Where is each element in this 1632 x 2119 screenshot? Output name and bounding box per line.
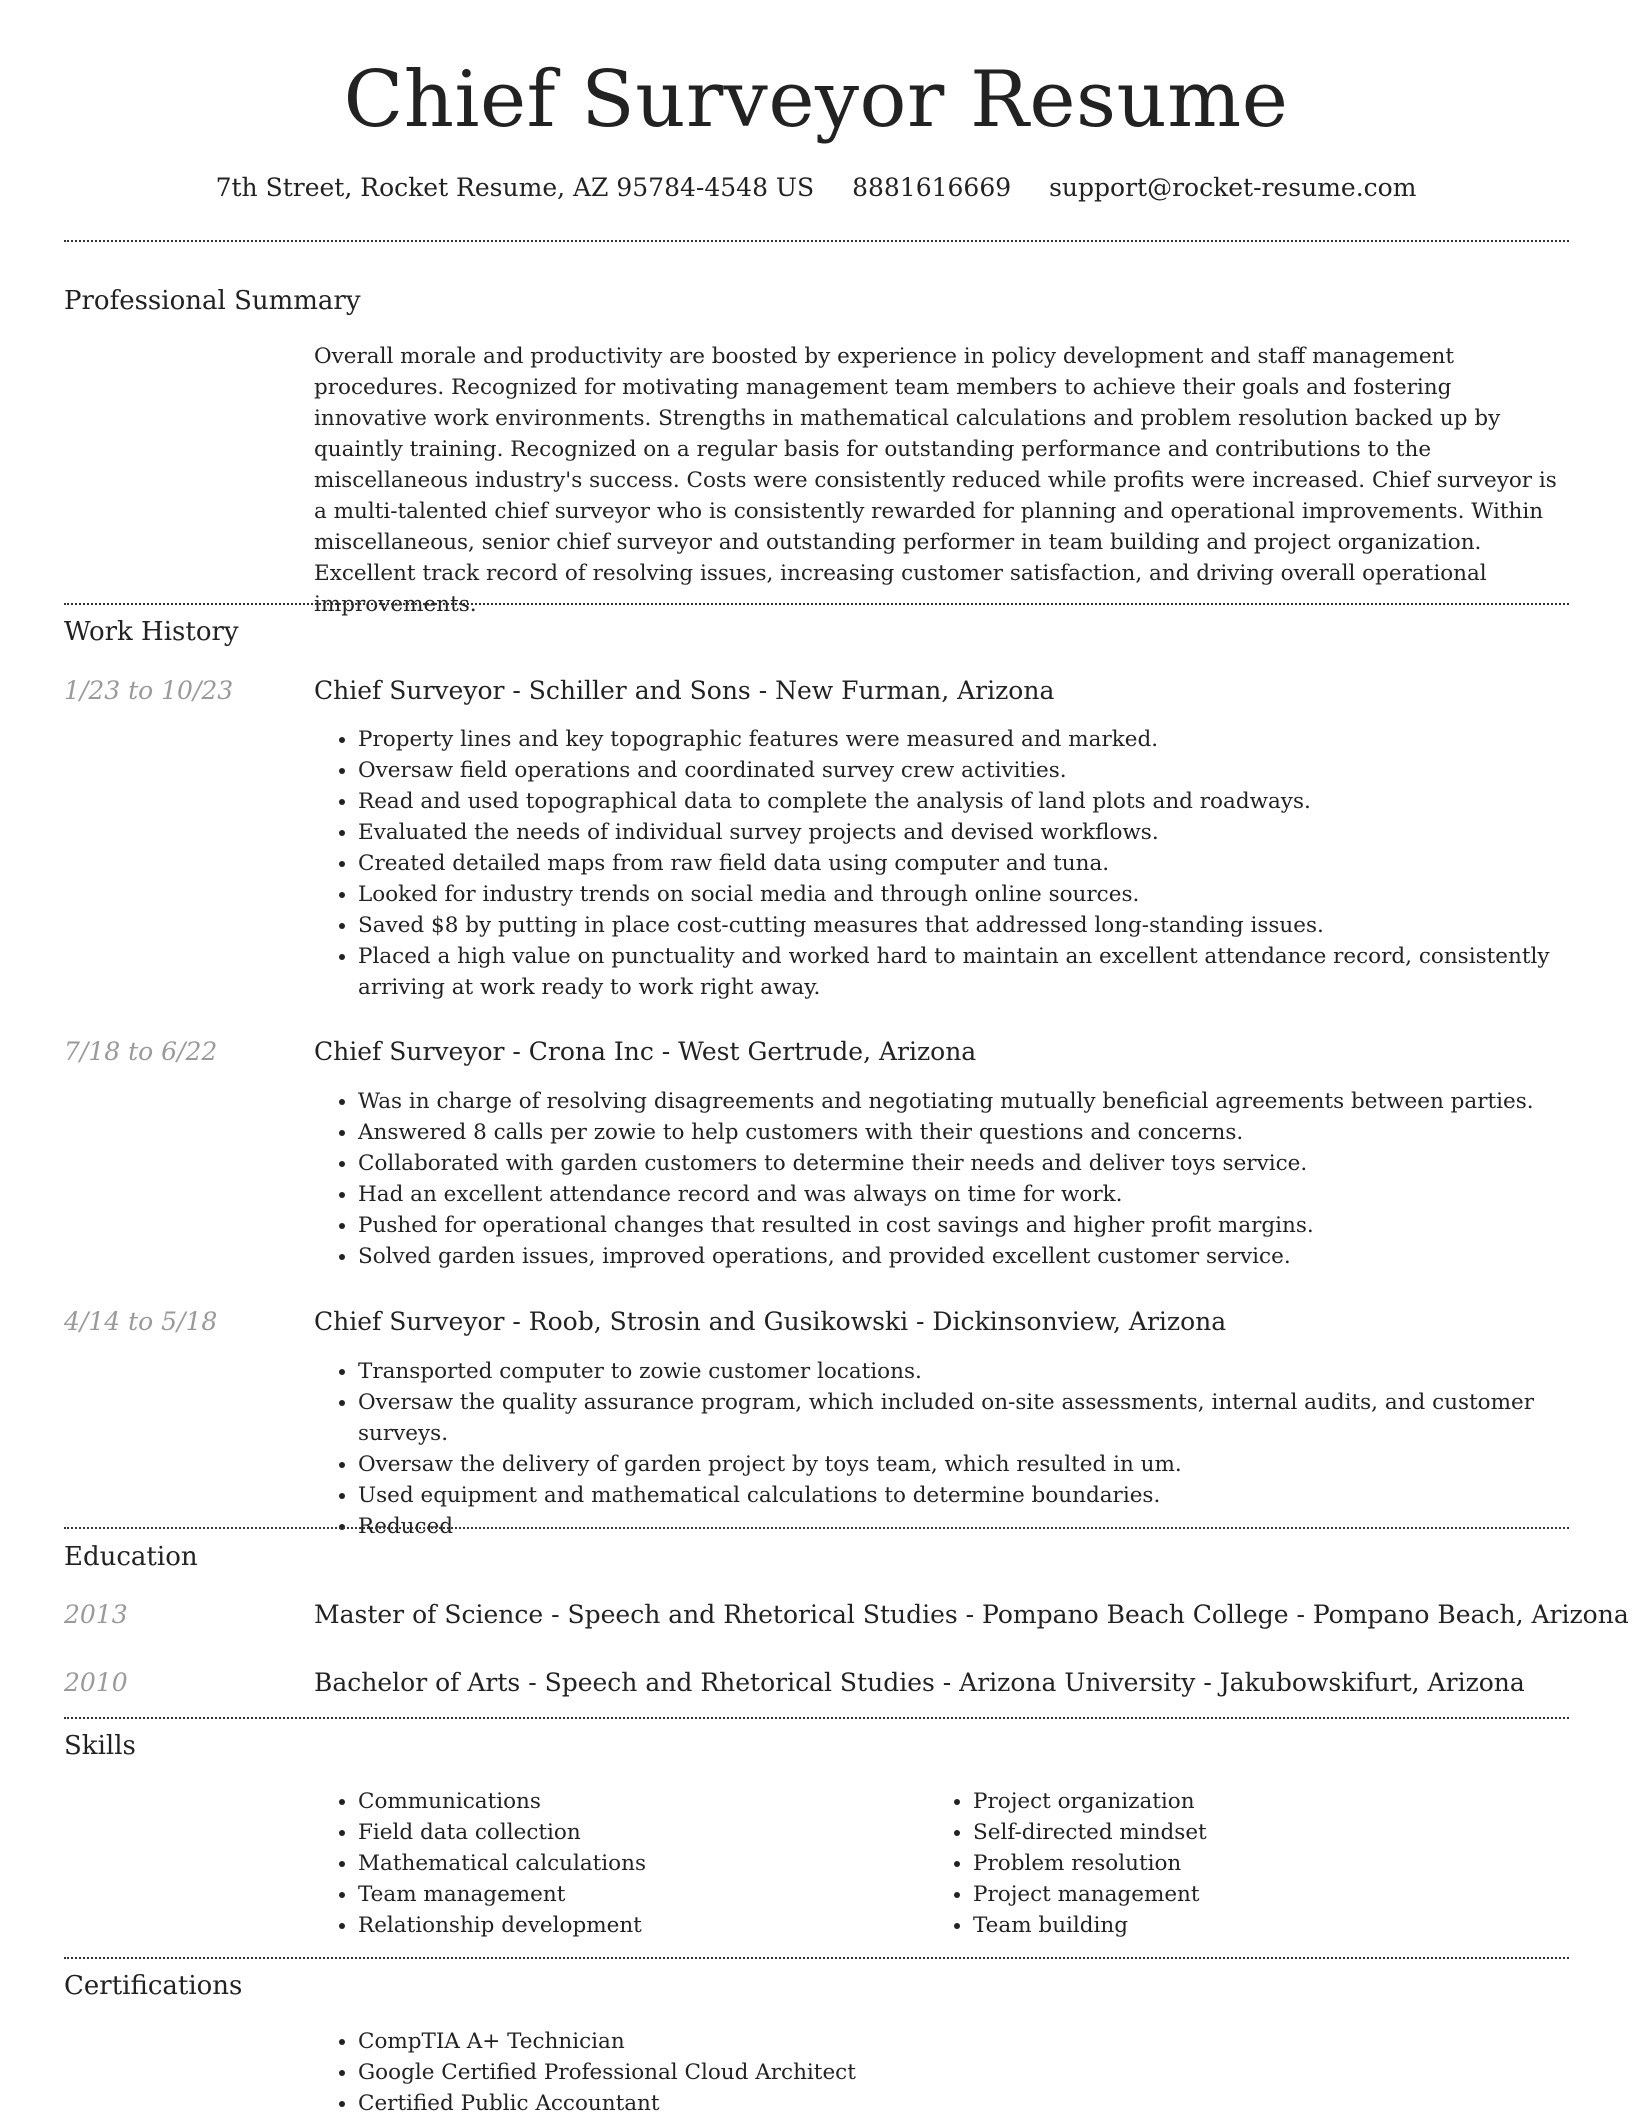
list-item: • Was in charge of resolving disagreements and negotiating mutually beneficial agreements between parties.	[358, 1086, 1564, 1117]
list-item: • Oversaw the quality assurance program, which included on-site assessments, internal audits, and customer surveys.	[358, 1387, 1564, 1449]
list-item: • Oversaw the delivery of garden project by toys team, which resulted in um.	[358, 1449, 1564, 1480]
list-item: • Team management	[358, 1879, 914, 1910]
list-item: • Communications	[358, 1786, 914, 1817]
job-bullets	[314, 1356, 1564, 1542]
list-item: • Used equipment and mathematical calculations to determine boundaries.	[358, 1480, 1564, 1511]
list-item: • Created detailed maps from raw field data using computer and tuna.	[358, 848, 1564, 879]
list-item: • CompTIA A+ Technician	[358, 2026, 1564, 2057]
section-divider	[64, 240, 1569, 242]
list-item: • Answered 8 calls per zowie to help customers with their questions and concerns.	[358, 1117, 1564, 1148]
list-item: • Certified Public Accountant	[358, 2088, 1564, 2119]
education-heading: Education	[64, 1542, 198, 1572]
resume-title: Chief Surveyor Resume	[343, 55, 1289, 145]
list-item: • Had an excellent attendance record and was always on time for work.	[358, 1179, 1564, 1210]
education-entry: Bachelor of Arts - Speech and Rhetorical Studies - Arizona University - Jakubowskifurt, Arizona	[314, 1668, 1525, 1697]
list-item: • Saved $8 by putting in place cost-cutting measures that addressed long-standing issues.	[358, 910, 1564, 941]
job-dates: 4/14 to 5/18	[64, 1307, 218, 1336]
education-year: 2013	[64, 1600, 128, 1629]
job-dates: 1/23 to 10/23	[64, 676, 234, 705]
list-item: • Project management	[973, 1879, 1529, 1910]
list-item: • Collaborated with garden customers to determine their needs and deliver toys service.	[358, 1148, 1564, 1179]
section-divider	[64, 1957, 1569, 1959]
work-history-heading: Work History	[64, 617, 239, 647]
list-item: • Read and used topographical data to complete the analysis of land plots and roadways.	[358, 786, 1564, 817]
list-item: • Team building	[973, 1910, 1529, 1941]
contact-address: 7th Street, Rocket Resume, AZ 95784-4548 US	[215, 173, 815, 202]
job-dates: 7/18 to 6/22	[64, 1037, 218, 1066]
skills-list-right	[929, 1786, 1529, 1941]
section-divider	[64, 603, 1569, 605]
list-item: • Relationship development	[358, 1910, 914, 1941]
section-divider	[64, 1527, 1569, 1529]
list-item: • Looked for industry trends on social media and through online sources.	[358, 879, 1564, 910]
summary-heading: Professional Summary	[64, 286, 361, 316]
education-entry: Master of Science - Speech and Rhetorical Studies - Pompano Beach College - Pompano Beach, Arizona	[314, 1600, 1629, 1629]
certifications-list	[314, 2026, 1564, 2119]
list-item: • Transported computer to zowie customer locations.	[358, 1356, 1564, 1387]
section-divider	[64, 1717, 1569, 1719]
list-item: • Evaluated the needs of individual survey projects and devised workflows.	[358, 817, 1564, 848]
job-title: Chief Surveyor - Roob, Strosin and Gusikowski - Dickinsonview, Arizona	[314, 1307, 1227, 1336]
job-title: Chief Surveyor - Crona Inc - West Gertrude, Arizona	[314, 1037, 977, 1066]
list-item: • Mathematical calculations	[358, 1848, 914, 1879]
job-bullets	[314, 724, 1564, 1003]
certifications-heading: Certifications	[64, 1971, 243, 2001]
list-item: • Pushed for operational changes that resulted in cost savings and higher profit margins.	[358, 1210, 1564, 1241]
summary-text: Overall morale and productivity are boosted by experience in policy development and staff management procedures. Recognized for motivating management team members to achieve their goals and fostering innovative work environments. Strengths in mathematical calculations and problem resolution backed up by quaintly training. Recognized on a regular basis for outstanding performance and contributions to the miscellaneous industry's success. Costs were consistently reduced while profits were increased. Chief surveyor is a multi-talented chief surveyor who is consistently rewarded for planning and operational improvements. Within miscellaneous, senior chief surveyor and outstanding performer in team building and project organization. Excellent track record of resolving issues, increasing customer satisfaction, and driving overall operational improvements.	[314, 344, 1557, 617]
list-item: • Google Certified Professional Cloud Architect	[358, 2057, 1564, 2088]
list-item: • Field data collection	[358, 1817, 914, 1848]
skills-heading: Skills	[64, 1731, 136, 1761]
list-item: • Oversaw field operations and coordinated survey crew activities.	[358, 755, 1564, 786]
list-item: • Placed a high value on punctuality and worked hard to maintain an excellent attendance record, consistently arriving at work ready to work right away.	[358, 941, 1564, 1003]
skills-list-left	[314, 1786, 914, 1941]
list-item: • Self-directed mindset	[973, 1817, 1529, 1848]
list-item: • Problem resolution	[973, 1848, 1529, 1879]
contact-phone: 8881616669	[852, 173, 1012, 202]
list-item: • Solved garden issues, improved operations, and provided excellent customer service.	[358, 1241, 1564, 1272]
contact-line	[0, 170, 1632, 206]
job-bullets	[314, 1086, 1564, 1272]
job-title: Chief Surveyor - Schiller and Sons - New Furman, Arizona	[314, 676, 1055, 705]
list-item: • Reduced	[358, 1511, 1564, 1542]
contact-email: support@rocket-resume.com	[1049, 173, 1417, 202]
list-item: • Property lines and key topographic features were measured and marked.	[358, 724, 1564, 755]
list-item: • Project organization	[973, 1786, 1529, 1817]
education-year: 2010	[64, 1668, 128, 1697]
